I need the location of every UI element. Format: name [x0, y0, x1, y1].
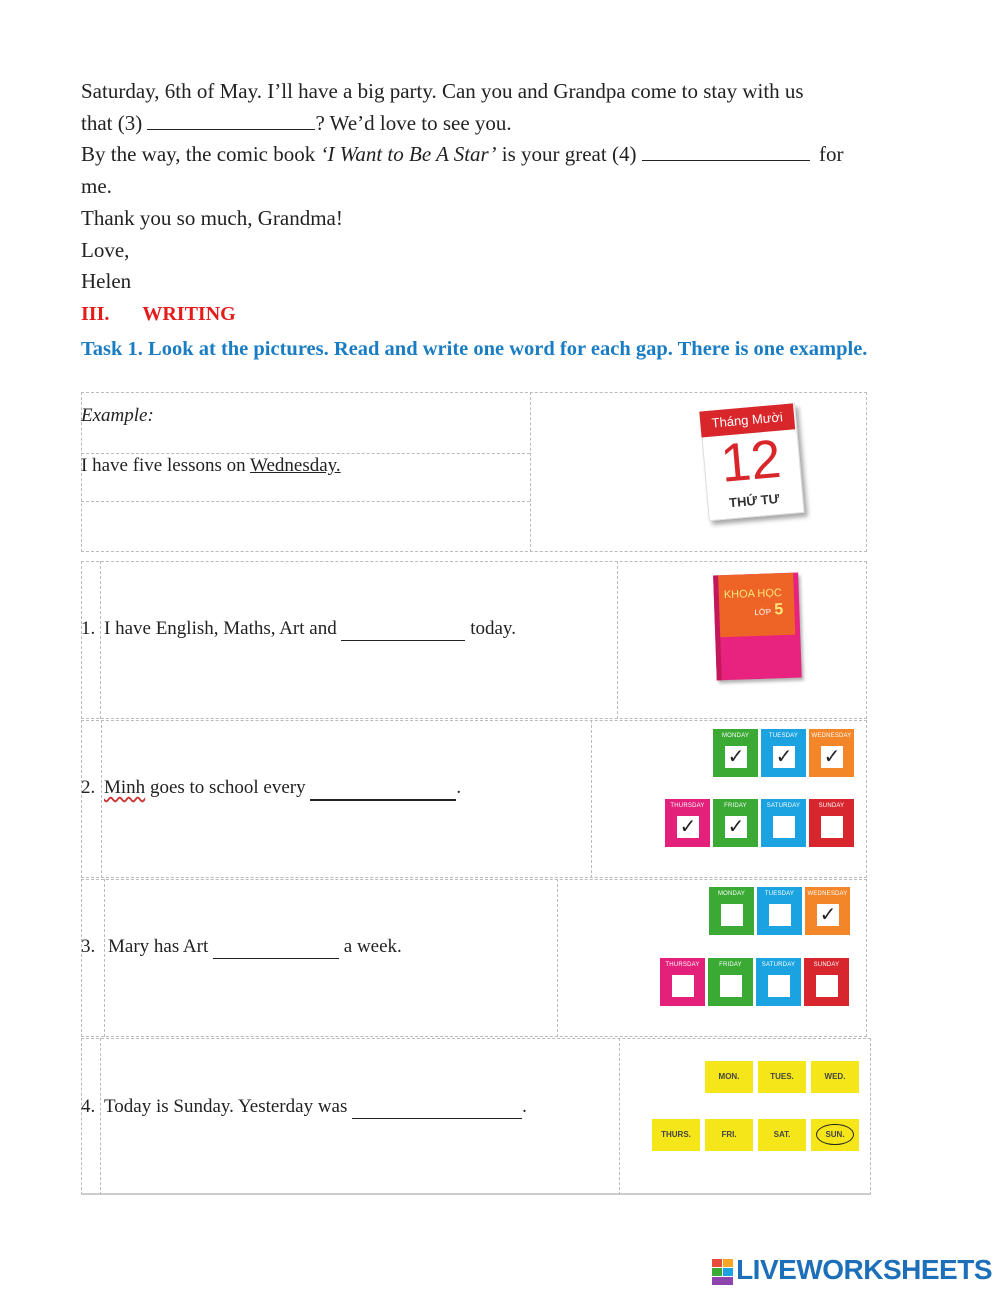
day-label: THURSDAY: [665, 962, 700, 968]
book-subtitle: LỚP: [754, 607, 772, 618]
day-short-label: FRI.: [721, 1130, 737, 1139]
day-label: MONDAY: [717, 891, 746, 897]
day-tile-monday: [705, 1061, 753, 1093]
checked-box-icon: ✓: [817, 904, 839, 926]
question-4-answer-input[interactable]: [352, 1096, 522, 1119]
empty-box-icon: [721, 904, 743, 926]
letter-line-2-end: ? We’d love to see you.: [315, 111, 512, 135]
day-tile-tuesday: [758, 1061, 806, 1093]
question-2-number: 2.: [81, 777, 96, 798]
empty-box-icon: [773, 816, 795, 838]
letter-line-3-start: By the way, the comic book: [81, 142, 321, 166]
day-label: WEDNESDAY: [811, 733, 852, 739]
day-label: THURSDAY: [670, 803, 705, 809]
day-tile-saturday: [761, 799, 806, 847]
question-3-end: a week.: [343, 936, 402, 957]
question-2-end: .: [456, 777, 462, 798]
example-answer: Wednesday.: [250, 455, 341, 476]
day-tile-wednesday: [811, 1061, 859, 1093]
question-3-text: Mary has Art: [108, 936, 209, 957]
example-sentence: [81, 455, 341, 477]
question-1-number: 1.: [81, 618, 96, 639]
question-1: [81, 618, 516, 641]
day-tile-thursday: [665, 799, 710, 847]
book-title: KHOA HỌC: [723, 587, 783, 602]
calendar-month: Tháng Mười: [699, 403, 795, 437]
gap-3-blank[interactable]: [147, 111, 315, 130]
day-tile-sunday: [804, 958, 849, 1006]
day-short-label: TUES.: [770, 1072, 794, 1081]
question-4-text: Today is Sunday. Yesterday was: [104, 1096, 348, 1117]
question-3: [81, 936, 402, 959]
question-3-answer-input[interactable]: [213, 936, 339, 959]
question-2-name: Minh: [104, 777, 146, 798]
question-2-answer-input[interactable]: [310, 777, 456, 801]
checked-box-icon: ✓: [725, 816, 747, 838]
question-4-end: .: [522, 1096, 527, 1117]
section-title: WRITING: [142, 303, 236, 325]
day-label: SATURDAY: [761, 962, 796, 968]
letter-gap-3-label: that (3): [81, 111, 143, 135]
q4-image-divider: [619, 1038, 620, 1195]
gap-4-blank[interactable]: [642, 142, 810, 161]
day-label: SATURDAY: [766, 803, 801, 809]
empty-box-icon: [816, 975, 838, 997]
calendar-weekday: THỨ TƯ: [728, 490, 781, 511]
day-tile-wednesday: [805, 887, 850, 935]
question-3-number: 3.: [81, 936, 96, 957]
day-label: WEDNESDAY: [807, 891, 848, 897]
day-tile-wednesday: [809, 729, 854, 777]
day-short-label: SAT.: [773, 1130, 791, 1139]
letter-line-4: me.: [81, 174, 112, 198]
day-label: SUNDAY: [813, 962, 840, 968]
day-label: SUNDAY: [818, 803, 845, 809]
checked-box-icon: ✓: [821, 746, 843, 768]
day-tile-monday: [713, 729, 758, 777]
day-tile-sunday: [809, 799, 854, 847]
day-tile-monday: [709, 887, 754, 935]
task-instruction: Task 1. Look at the pictures. Read and write one word for each gap. There is one example.: [81, 338, 868, 360]
day-tile-friday: [705, 1119, 753, 1151]
science-book-image: [713, 573, 801, 684]
day-label: TUESDAY: [764, 891, 795, 897]
day-label: MONDAY: [721, 733, 750, 739]
day-tile-saturday: [756, 958, 801, 1006]
letter-line-3-mid: is your great (4): [496, 142, 637, 166]
checked-box-icon: ✓: [725, 746, 747, 768]
empty-box-icon: [768, 975, 790, 997]
question-1-end: today.: [470, 618, 516, 639]
day-label: FRIDAY: [719, 962, 742, 968]
circled-day-label: SUN.: [816, 1124, 853, 1145]
empty-box-icon: [821, 816, 843, 838]
letter-line-5: Thank you so much, Grandma!: [81, 206, 343, 230]
section-heading: [81, 303, 236, 326]
day-tile-friday: [713, 799, 758, 847]
letter-sign-off: Love,: [81, 238, 130, 262]
empty-box-icon: [720, 975, 742, 997]
example-sentence-start: I have five lessons on: [81, 455, 251, 476]
day-tile-thursday: [660, 958, 705, 1006]
q3-image-divider: [557, 879, 558, 1037]
question-2-text: goes to school every: [145, 777, 306, 798]
day-tile-tuesday: [761, 729, 806, 777]
example-label: Example:: [81, 405, 154, 426]
calendar-day: 12: [718, 428, 784, 494]
day-tile-saturday: [758, 1119, 806, 1151]
liveworksheets-logo: [712, 1254, 992, 1286]
section-number: III.: [81, 303, 110, 325]
day-tile-thursday: [652, 1119, 700, 1151]
checked-box-icon: ✓: [677, 816, 699, 838]
question-2: [81, 777, 461, 801]
comic-book-title: ‘I Want to Be A Star’: [320, 142, 497, 166]
letter-signature: Helen: [81, 269, 132, 293]
question-4-number: 4.: [81, 1096, 96, 1117]
book-grade: 5: [774, 601, 784, 619]
letter-line-3: [81, 139, 843, 170]
day-short-label: MON.: [718, 1072, 740, 1081]
day-short-label: THURS.: [661, 1130, 691, 1139]
day-tile-tuesday: [757, 887, 802, 935]
q1-image-divider: [617, 561, 618, 719]
liveworksheets-logo-text: LIVEWORKSHEETS: [736, 1254, 992, 1285]
day-tile-friday: [708, 958, 753, 1006]
day-label: TUESDAY: [768, 733, 799, 739]
day-label: FRIDAY: [724, 803, 747, 809]
day-short-label: WED.: [824, 1072, 846, 1081]
question-1-answer-input[interactable]: [341, 618, 465, 641]
example-row-line-2: [81, 501, 530, 502]
letter-line-3-end: for: [818, 142, 844, 166]
letter-line-1: Saturday, 6th of May. I’ll have a big party. Can you and Grandpa come to stay with us: [81, 79, 804, 103]
example-divider: [530, 392, 531, 552]
checked-box-icon: ✓: [773, 746, 795, 768]
calendar-image: [699, 403, 808, 523]
empty-box-icon: [672, 975, 694, 997]
question-4: [81, 1096, 527, 1119]
empty-box-icon: [769, 904, 791, 926]
example-row-line-1: [81, 453, 530, 454]
q2-image-divider: [591, 720, 592, 878]
question-1-text: I have English, Maths, Art and: [104, 618, 337, 639]
liveworksheets-logo-icon: [712, 1259, 734, 1285]
letter-line-2: [81, 108, 512, 139]
day-tile-sunday: [811, 1119, 859, 1151]
